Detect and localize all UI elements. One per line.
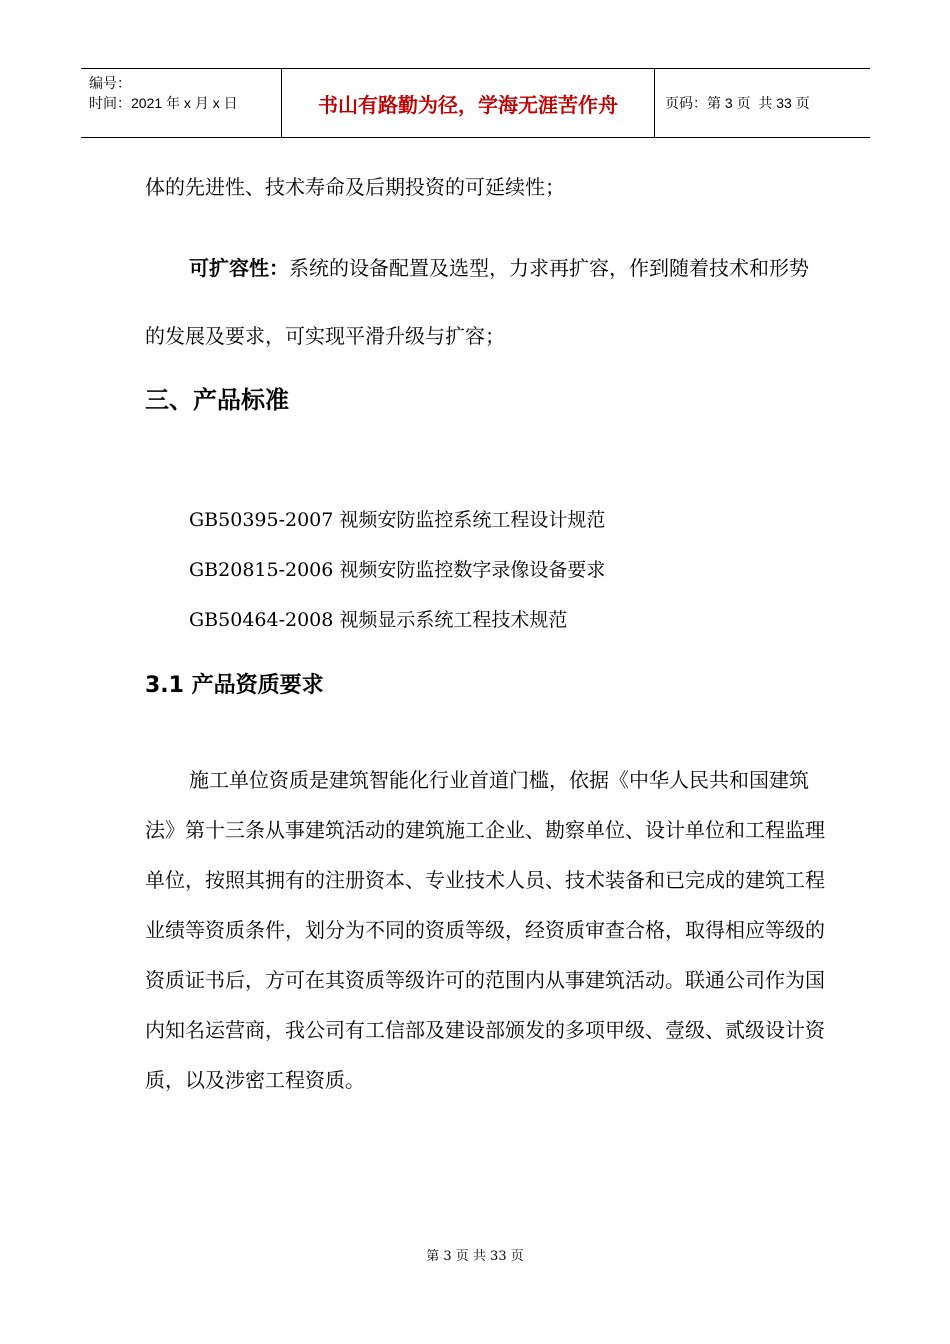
standard-item: GB20815-2006 视频安防监控数字录像设备要求 bbox=[189, 559, 606, 581]
standards-list bbox=[189, 495, 605, 645]
header-page-info: 页码：第 3 页 共 33 页 bbox=[665, 95, 810, 111]
section-heading-qualification: 3.1 产品资质要求 bbox=[145, 673, 324, 698]
scalability-term: 可扩容性： bbox=[189, 256, 289, 280]
paragraph-scalability bbox=[145, 234, 825, 370]
page-header bbox=[81, 68, 870, 138]
document-date: 时间：2021 年 x 月 x 日 bbox=[89, 95, 238, 111]
header-motto: 书山有路勤为径，学海无涯苦作舟 bbox=[281, 69, 655, 137]
section-heading-product-standards: 三、产品标准 bbox=[145, 386, 289, 414]
paragraph-continuation: 体的先进性、技术寿命及后期投资的可延续性； bbox=[145, 175, 565, 199]
standard-item: GB50395-2007 视频安防监控系统工程设计规范 bbox=[189, 509, 606, 531]
document-number-label: 编号： bbox=[89, 75, 131, 91]
page-footer: 第 3 页 共 33 页 bbox=[426, 1249, 524, 1264]
paragraph-qualification: 施工单位资质是建筑智能化行业首道门槛，依据《中华人民共和国建筑法》第十三条从事建筑活动的建筑施工企业、勘察单位、设计单位和工程监理单位，按照其拥有的注册资本、专业技术人员、技术装备和已完成的建筑工程业绩等资质条件，划分为不同的资质等级，经资质审查合格，取得相应等级的资质证书后，方可在其资质等级许可的范围内从事建筑活动。联通公司作为国内知名运营商，我公司有工信部及建设部颁发的多项甲级、壹级、贰级设计资质，以及涉密工程资质。 bbox=[145, 768, 825, 1092]
header-meta bbox=[81, 69, 281, 137]
standard-item: GB50464-2008 视频显示系统工程技术规范 bbox=[189, 609, 568, 631]
scalability-text: 系统的设备配置及选型，力求再扩容，作到随着技术和形势的发展及要求，可实现平滑升级与扩容； bbox=[145, 256, 809, 348]
